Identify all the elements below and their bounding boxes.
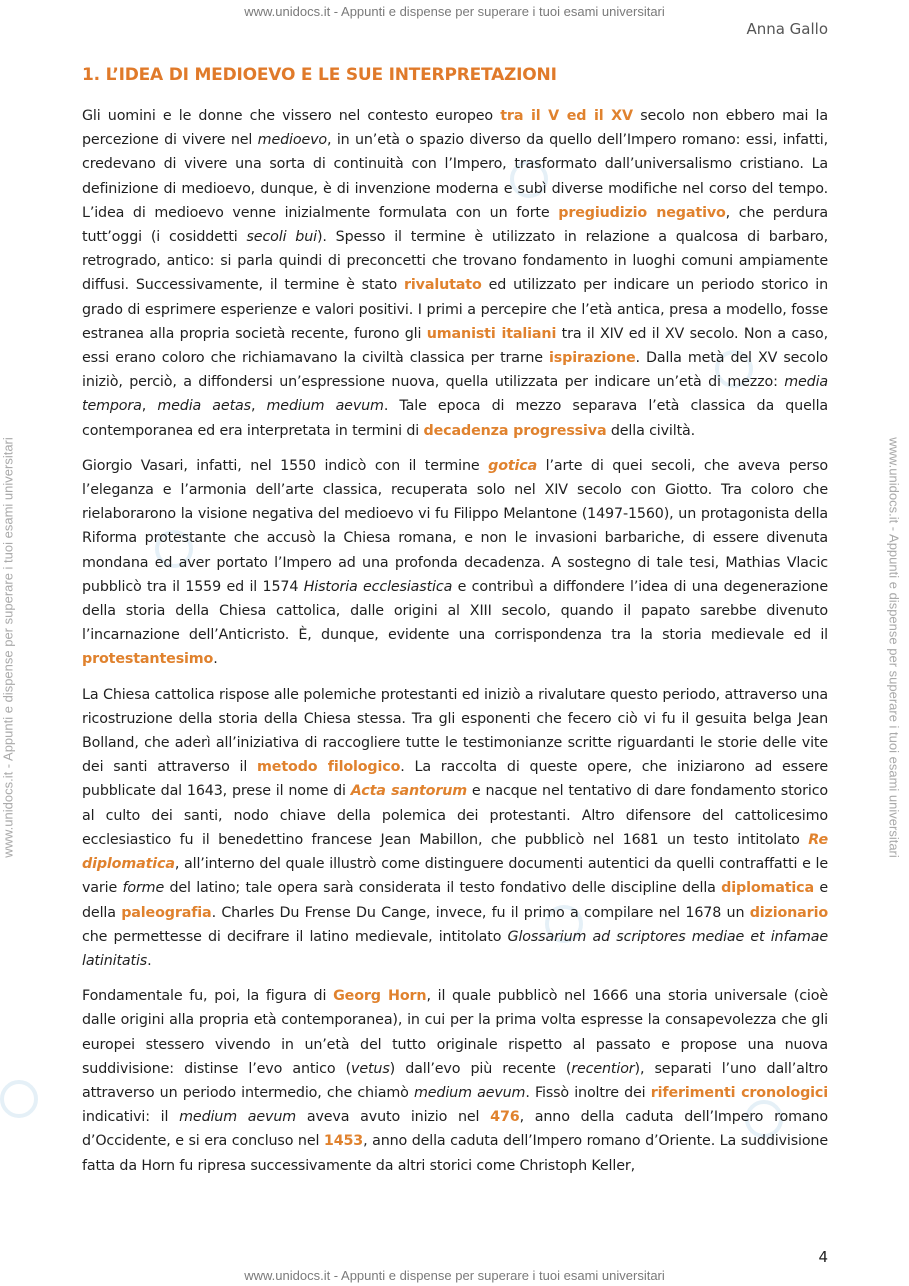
highlight: decadenza progressiva xyxy=(423,422,607,439)
highlight: paleografia xyxy=(121,904,212,921)
watermark-left: www.unidocs.it - Appunti e dispense per superare i tuoi esami universitari xyxy=(0,437,16,858)
paragraph: Fondamentale fu, poi, la figura di Georg Horn, il quale pubblicò nel 1666 una storia universale (cioè dalle origini alla propria età contemporanea), in cui per la prima volta espresse la consapevolezza che gli europei stessero vivendo in un’età del tutto originale rispetto al passato e propose una nuova suddivisione: distinse l’evo antico (vetus) dall’evo più recente (recentior), separati l’uno dall’altro attraverso un periodo intermedio, che chiamò medium aevum. Fissò inoltre dei riferimenti cronologici indicativi: il medium aevum aveva avuto inizio nel 476, anno della caduta dell’Impero romano d’Occidente, e si era concluso nel 1453, anno della caduta dell’Impero romano d’Oriente. La suddivisione fatta da Horn fu ripresa successivamente da altri storici come Christoph Keller, xyxy=(82,988,828,1174)
section-title: 1. L’IDEA DI MEDIOEVO E LE SUE INTERPRETAZIONI xyxy=(82,65,557,85)
highlight: 1453 xyxy=(323,1133,364,1150)
italic-term: medium aevum xyxy=(179,1109,297,1126)
highlight: gotica xyxy=(488,457,538,474)
highlight: dizionario xyxy=(749,904,828,921)
highlight: riferimenti cronologici xyxy=(650,1084,828,1101)
highlight: Acta santorum xyxy=(350,783,468,800)
highlight: Re diplomatica xyxy=(82,831,828,873)
watermark-bottom: www.unidocs.it - Appunti e dispense per superare i tuoi esami universitari xyxy=(244,1268,665,1283)
italic-term: medium aevum xyxy=(266,398,384,415)
highlight: metodo filologico xyxy=(257,759,401,776)
page-number: 4 xyxy=(818,1248,828,1266)
italic-term: secoli bui xyxy=(246,229,317,246)
highlight: tra il V ed il XV xyxy=(500,108,633,124)
highlight: umanisti italiani xyxy=(426,325,557,342)
paragraph: Gli uomini e le donne che vissero nel contesto europeo tra il V ed il XV secolo non ebbero mai la percezione di vivere nel medioevo, in un’età o spazio diverso da quello dell’Impero romano: essi, infatti, credevano di vivere una sorta di continuità con l’Impero, trasformato dall’universalismo cristiano. La definizione di medioevo, dunque, è di invenzione moderna e subì diverse modifiche nel corso del tempo. L’idea di medioevo venne inizialmente formulata con un forte pregiudizio negativo, che perdura tutt’oggi (i cosiddetti secoli bui). Spesso il termine è utilizzato in relazione a qualcosa di barbaro, retrogrado, antico: si parla quindi di preconcetti che trovano fondamento in luoghi comuni ampiamente diffusi. Successivamente, il termine è stato rivalutato ed utilizzato per indicare un periodo storico in grado di esprimere esperienze e valori positivi. I primi a percepire che l’età antica, presa a modello, fosse estranea alla propria società recente, furono gli umanisti italiani tra il XIV ed il XV secolo. Non a caso, essi erano coloro che richiamavano la civiltà classica per trarne ispirazione. Dalla metà del XV secolo iniziò, perciò, a diffondersi un’espressione nuova, quella utilizzata per indicare un’età di mezzo: media tempora, media aetas, medium aevum. Tale epoca di mezzo separava l’età classica da quella contemporanea ed era interpretata in termini di decadenza progressiva della civiltà. xyxy=(82,108,829,439)
italic-term: medium aevum xyxy=(414,1084,526,1101)
author-name: Anna Gallo xyxy=(746,20,828,38)
highlight: 476 xyxy=(490,1109,520,1126)
watermark-right: www.unidocs.it - Appunti e dispense per superare i tuoi esami universitari xyxy=(886,437,902,858)
highlight: rivalutato xyxy=(404,277,482,294)
highlight: pregiudizio negativo xyxy=(558,204,726,221)
highlight: diplomatica xyxy=(721,880,814,897)
highlight: ispirazione xyxy=(549,350,636,367)
italic-term: media aetas xyxy=(157,398,251,415)
italic-term: media tempora xyxy=(82,374,828,415)
highlight: protestantesimo xyxy=(82,651,214,668)
italic-term: recentior xyxy=(571,1060,635,1077)
italic-term: forme xyxy=(122,880,165,897)
highlight: Georg Horn xyxy=(333,988,427,1005)
italic-term: medioevo xyxy=(257,132,327,149)
italic-term: Glossarium ad scriptores mediae et infamae latinitatis xyxy=(82,928,828,969)
unidocs-watermark-icon xyxy=(0,1080,38,1118)
paragraph: Giorgio Vasari, infatti, nel 1550 indicò con il termine gotica l’arte di quei secoli, che aveva perso l’eleganza e l’armonia dell’arte classica, recuperata solo nel XIV secolo con Giotto. Tra coloro che rielaborarono la visione negativa del medioevo vi fu Filippo Melantone (1497-1560), un protagonista della Riforma protestante che accusò la Chiesa romana, e non le invasioni barbariche, di essere divenuta mondana ed aver portato l’Impero ad una profonda decadenza. A sostegno di tale tesi, Mathias Vlacic pubblicò tra il 1559 ed il 1574 Historia ecclesiastica e contribuì a diffondere l’idea di una degenerazione della storia della Chiesa cattolica, dalle origini al XIII secolo, quando il papato sarebbe divenuto l’incarnazione dell’Anticristo. È, dunque, evidente una corrispondenza tra la storia medievale ed il protestantesimo. xyxy=(82,457,828,668)
italic-term: Historia ecclesiastica xyxy=(303,578,453,595)
italic-term: vetus xyxy=(351,1060,390,1077)
watermark-top: www.unidocs.it - Appunti e dispense per superare i tuoi esami universitari xyxy=(244,4,665,19)
paragraph: La Chiesa cattolica rispose alle polemiche protestanti ed iniziò a rivalutare questo periodo, attraverso una ricostruzione della storia della Chiesa stessa. Tra gli esponenti che fecero ciò vi fu il gesuita belga Jean Bolland, che aderì all’iniziativa di raccogliere tutte le testimonianze scritte riguardanti le storie delle vite dei santi attraverso il metodo filologico. La raccolta di queste opere, che iniziarono ad essere pubblicate dal 1643, prese il nome di Acta santorum e nacque nel tentativo di dare fondamento storico al culto dei santi, nodo chiave della polemica dei protestanti. Altro difensore del cattolicesimo ecclesiastico fu il benedettino francese Jean Mabillon, che pubblicò nel 1681 un testo intitolato Re diplomatica, all’interno del quale illustrò come distinguere documenti autentici da quelli contraffatti e le varie forme del latino; tale opera sarà considerata il testo fondativo delle discipline della diplomatica e della paleografia. Charles Du Frense Du Cange, invece, fu il primo a compilare nel 1678 un dizionario che permettesse di decifrare il latino medievale, intitolato Glossarium ad scriptores mediae et infamae latinitatis. xyxy=(82,686,829,969)
body-text xyxy=(82,104,828,1189)
